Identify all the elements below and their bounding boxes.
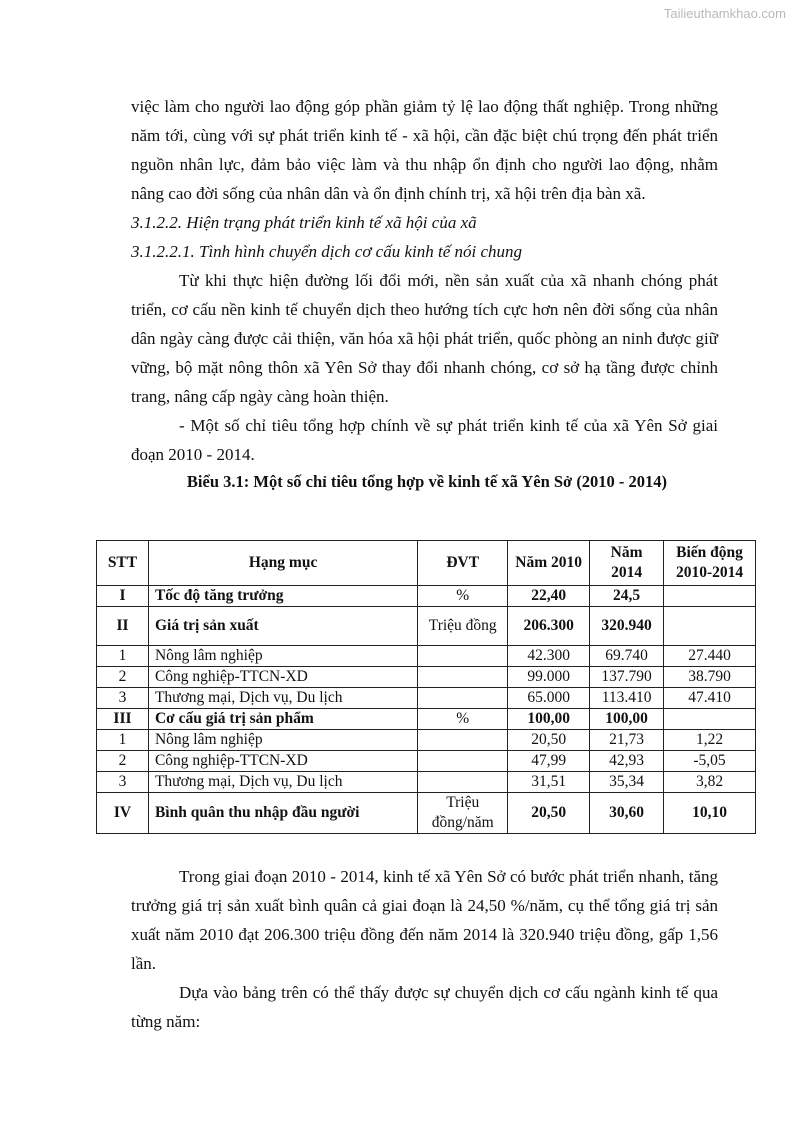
cell-unit	[418, 688, 508, 709]
cell-unit	[418, 667, 508, 688]
cell-item: Cơ cấu giá trị sản phẩm	[148, 709, 417, 730]
table-row	[97, 772, 756, 793]
header-stt: STT	[97, 541, 149, 586]
cell-unit	[418, 646, 508, 667]
cell-change: -5,05	[664, 751, 756, 772]
cell-unit: Triệu đồng/năm	[418, 793, 508, 834]
cell-unit	[418, 730, 508, 751]
cell-2010: 31,51	[508, 772, 590, 793]
table-row	[97, 751, 756, 772]
paragraph-intro: việc làm cho người lao động góp phần giảm tỷ lệ lao động thất nghiệp. Trong những năm tới, cùng với sự phát triển kinh tế - xã hội, cần đặc biệt chú trọng đến phát triển nguồn nhân lực, đảm bảo việc làm và thu nhập ổn định cho người lao động, nhằm nâng cao đời sống của nhân dân và ổn định chính trị, xã hội trên địa bàn xã.	[131, 97, 718, 203]
paragraph-development: Từ khi thực hiện đường lối đổi mới, nền sản xuất của xã nhanh chóng phát triển, cơ cấu nền kinh tế chuyển dịch theo hướng tích cực hơn nên đời sống của nhân dân ngày càng được cải thiện, văn hóa xã hội phát triển, quốc phòng an ninh được giữ vững, bộ mặt nông thôn xã Yên Sở thay đổi nhanh chóng, cơ sở hạ tầng được chỉnh trang, nâng cấp ngày càng hoàn thiện.	[131, 271, 718, 406]
cell-2010: 47,99	[508, 751, 590, 772]
cell-stt: 3	[97, 688, 149, 709]
cell-item: Nông lâm nghiệp	[148, 730, 417, 751]
table-row	[97, 709, 756, 730]
table-row	[97, 667, 756, 688]
cell-change: 1,22	[664, 730, 756, 751]
header-2010: Năm 2010	[508, 541, 590, 586]
cell-unit: Triệu đồng	[418, 607, 508, 646]
header-unit: ĐVT	[418, 541, 508, 586]
cell-stt: 3	[97, 772, 149, 793]
cell-2014: 100,00	[590, 709, 664, 730]
cell-stt: 1	[97, 730, 149, 751]
economic-indicators-table	[96, 540, 756, 834]
cell-unit	[418, 751, 508, 772]
cell-2014: 30,60	[590, 793, 664, 834]
header-change: Biến động 2010-2014	[664, 541, 756, 586]
table-row	[97, 793, 756, 834]
cell-change: 38.790	[664, 667, 756, 688]
cell-change: 27.440	[664, 646, 756, 667]
cell-item: Thương mại, Dịch vụ, Du lịch	[148, 688, 417, 709]
cell-stt: I	[97, 586, 149, 607]
cell-item: Thương mại, Dịch vụ, Du lịch	[148, 772, 417, 793]
table-caption: Biểu 3.1: Một số chỉ tiêu tổng hợp về kinh tế xã Yên Sở (2010 - 2014)	[186, 472, 668, 491]
cell-unit: %	[418, 586, 508, 607]
cell-2014: 320.940	[590, 607, 664, 646]
cell-item: Giá trị sản xuất	[148, 607, 417, 646]
cell-stt: IV	[97, 793, 149, 834]
cell-2010: 206.300	[508, 607, 590, 646]
cell-stt: II	[97, 607, 149, 646]
cell-change	[664, 709, 756, 730]
cell-change: 3,82	[664, 772, 756, 793]
cell-stt: 2	[97, 751, 149, 772]
cell-2010: 99.000	[508, 667, 590, 688]
cell-2014: 113.410	[590, 688, 664, 709]
cell-2014: 21,73	[590, 730, 664, 751]
cell-unit: %	[418, 709, 508, 730]
cell-2010: 65.000	[508, 688, 590, 709]
body-text-top	[131, 92, 718, 502]
cell-2014: 137.790	[590, 667, 664, 688]
paragraph-indicators: - Một số chỉ tiêu tổng hợp chính về sự phát triển kinh tế của xã Yên Sở giai đoạn 2010 - 2014.	[131, 416, 718, 464]
table-row	[97, 646, 756, 667]
watermark: Tailieuthamkhao.com	[663, 6, 786, 21]
cell-item: Nông lâm nghiệp	[148, 646, 417, 667]
table-row	[97, 688, 756, 709]
table-row	[97, 730, 756, 751]
cell-2014: 69.740	[590, 646, 664, 667]
cell-2010: 20,50	[508, 793, 590, 834]
cell-stt: 2	[97, 667, 149, 688]
cell-2010: 20,50	[508, 730, 590, 751]
cell-item: Bình quân thu nhập đầu người	[148, 793, 417, 834]
cell-change	[664, 586, 756, 607]
header-item: Hạng mục	[148, 541, 417, 586]
section-heading: 3.1.2.2. Hiện trạng phát triển kinh tế xã hội của xã	[131, 213, 477, 232]
table-row	[97, 586, 756, 607]
cell-stt: III	[97, 709, 149, 730]
cell-item: Tốc độ tăng trưởng	[148, 586, 417, 607]
cell-change	[664, 607, 756, 646]
cell-2014: 35,34	[590, 772, 664, 793]
cell-2014: 42,93	[590, 751, 664, 772]
table-row	[97, 607, 756, 646]
subsection-heading: 3.1.2.2.1. Tình hình chuyển dịch cơ cấu kinh tế nói chung	[131, 242, 523, 261]
cell-item: Công nghiệp-TTCN-XD	[148, 751, 417, 772]
paragraph-structure: Dựa vào bảng trên có thể thấy được sự chuyển dịch cơ cấu ngành kinh tế qua từng năm:	[131, 983, 718, 1031]
cell-change: 47.410	[664, 688, 756, 709]
cell-2014: 24,5	[590, 586, 664, 607]
cell-2010: 42.300	[508, 646, 590, 667]
cell-unit	[418, 772, 508, 793]
cell-item: Công nghiệp-TTCN-XD	[148, 667, 417, 688]
table-header-row	[97, 541, 756, 586]
cell-2010: 22,40	[508, 586, 590, 607]
cell-change: 10,10	[664, 793, 756, 834]
header-2014: Năm 2014	[590, 541, 664, 586]
body-text-bottom	[131, 862, 718, 1036]
cell-2010: 100,00	[508, 709, 590, 730]
cell-stt: 1	[97, 646, 149, 667]
paragraph-growth: Trong giai đoạn 2010 - 2014, kinh tế xã Yên Sở có bước phát triển nhanh, tăng trưởng giá trị sản xuất bình quân cả giai đoạn là 24,50 %/năm, cụ thể tổng giá trị sản xuất năm 2010 đạt 206.300 triệu đồng đến năm 2014 là 320.940 triệu đồng, gấp 1,56 lần.	[131, 867, 718, 973]
